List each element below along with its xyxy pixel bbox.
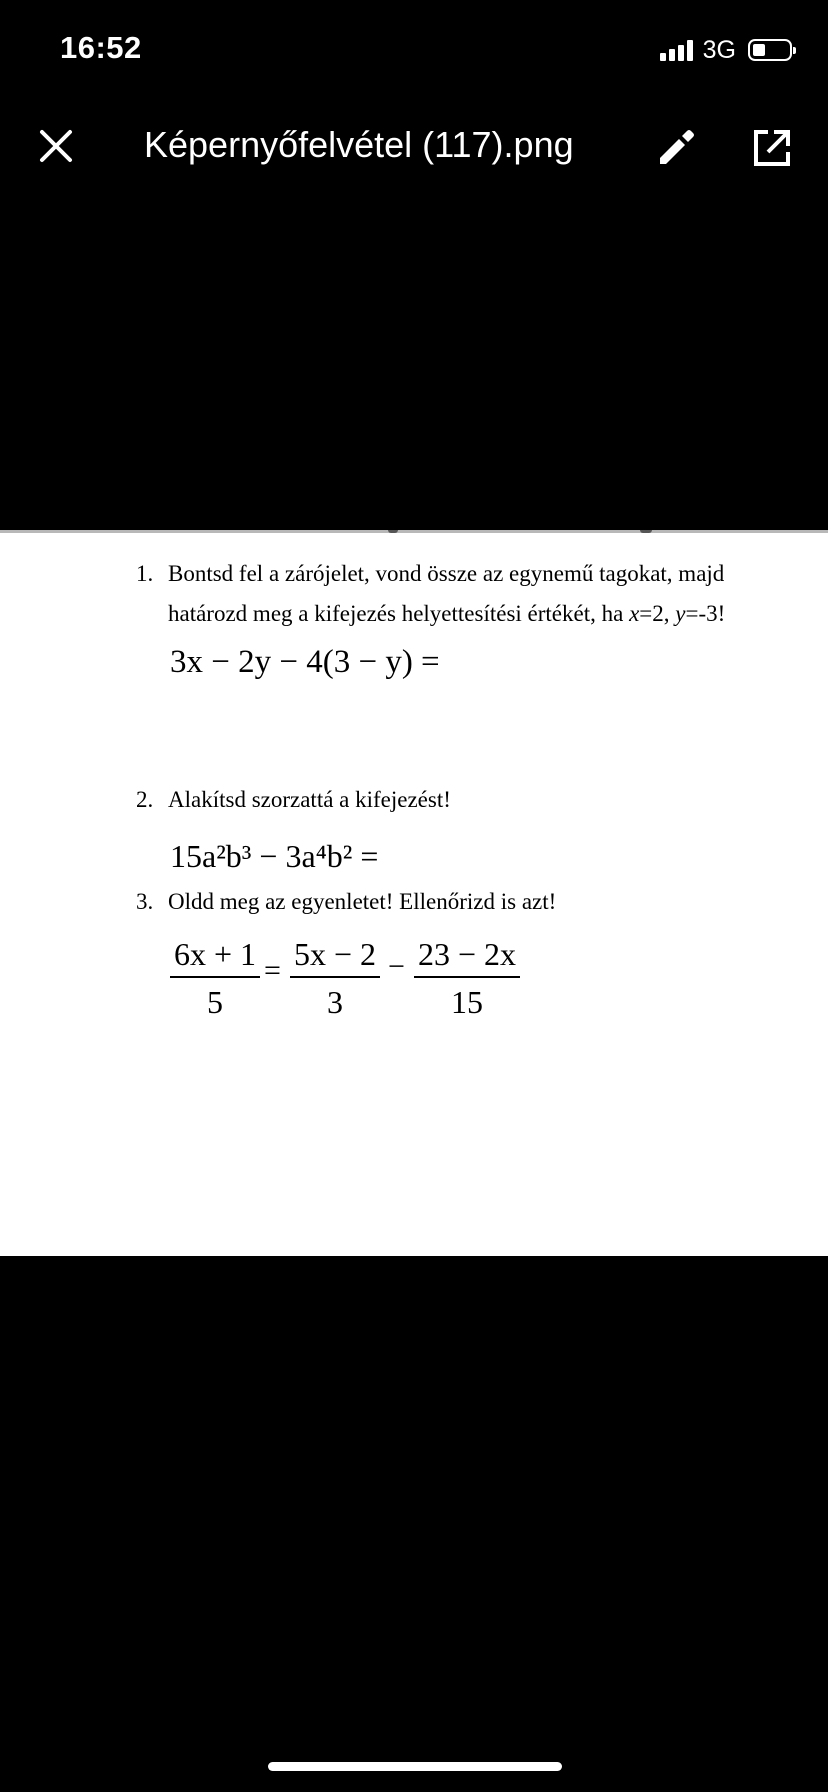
assign-y: =-3! bbox=[685, 601, 726, 626]
task-text: Oldd meg az egyenletet! Ellenőrizd is azt! bbox=[168, 889, 557, 914]
battery-icon bbox=[748, 39, 792, 61]
task-text: Alakítsd szorzattá a kifejezést! bbox=[168, 787, 451, 812]
task-1-line2 bbox=[168, 594, 725, 634]
task-number: 3. bbox=[136, 889, 154, 914]
assign-x: =2, bbox=[639, 601, 676, 626]
formula-2: 15a²b³ − 3a⁴b² = bbox=[170, 838, 379, 874]
cropped-edge bbox=[0, 530, 828, 533]
equals-sign: = bbox=[264, 954, 281, 987]
fraction-right bbox=[414, 934, 520, 1024]
cropped-text-remnant bbox=[640, 530, 652, 533]
minus-sign: − bbox=[388, 950, 405, 983]
app-toolbar bbox=[0, 108, 828, 184]
network-type-label: 3G bbox=[702, 35, 736, 64]
pencil-icon[interactable] bbox=[652, 124, 700, 172]
task-number: 2. bbox=[136, 787, 154, 812]
formula-1: 3x − 2y − 4(3 − y) = bbox=[170, 644, 440, 680]
close-icon[interactable] bbox=[30, 124, 82, 168]
fraction-numerator: 23 − 2x bbox=[414, 934, 520, 978]
open-in-new-icon[interactable] bbox=[748, 124, 796, 172]
fraction-denominator: 3 bbox=[327, 984, 344, 1020]
home-indicator[interactable] bbox=[268, 1762, 562, 1771]
fraction-denominator: 15 bbox=[451, 984, 484, 1020]
fraction-numerator: 5x − 2 bbox=[290, 934, 380, 978]
fraction-numerator: 6x + 1 bbox=[170, 934, 260, 978]
cropped-text-remnant bbox=[388, 530, 398, 533]
status-indicators bbox=[660, 36, 792, 64]
fraction-denominator: 5 bbox=[207, 984, 224, 1020]
variable-x: x bbox=[629, 601, 640, 626]
document-image bbox=[0, 530, 828, 1256]
fraction-middle bbox=[290, 934, 380, 1024]
cellular-signal-icon bbox=[660, 39, 693, 61]
task-text-line2: határozd meg a kifejezés helyettesítési értékét, ha bbox=[168, 601, 630, 626]
file-title: Képernyőfelvétel (117).png bbox=[144, 124, 574, 165]
fraction-left bbox=[170, 934, 260, 1024]
task-number: 1. bbox=[136, 561, 154, 586]
variable-y: y bbox=[675, 601, 686, 626]
task-text-line1: Bontsd fel a zárójelet, vond össze az egynemű tagokat, majd bbox=[168, 561, 725, 586]
status-time: 16:52 bbox=[60, 30, 142, 65]
status-bar bbox=[0, 0, 828, 100]
